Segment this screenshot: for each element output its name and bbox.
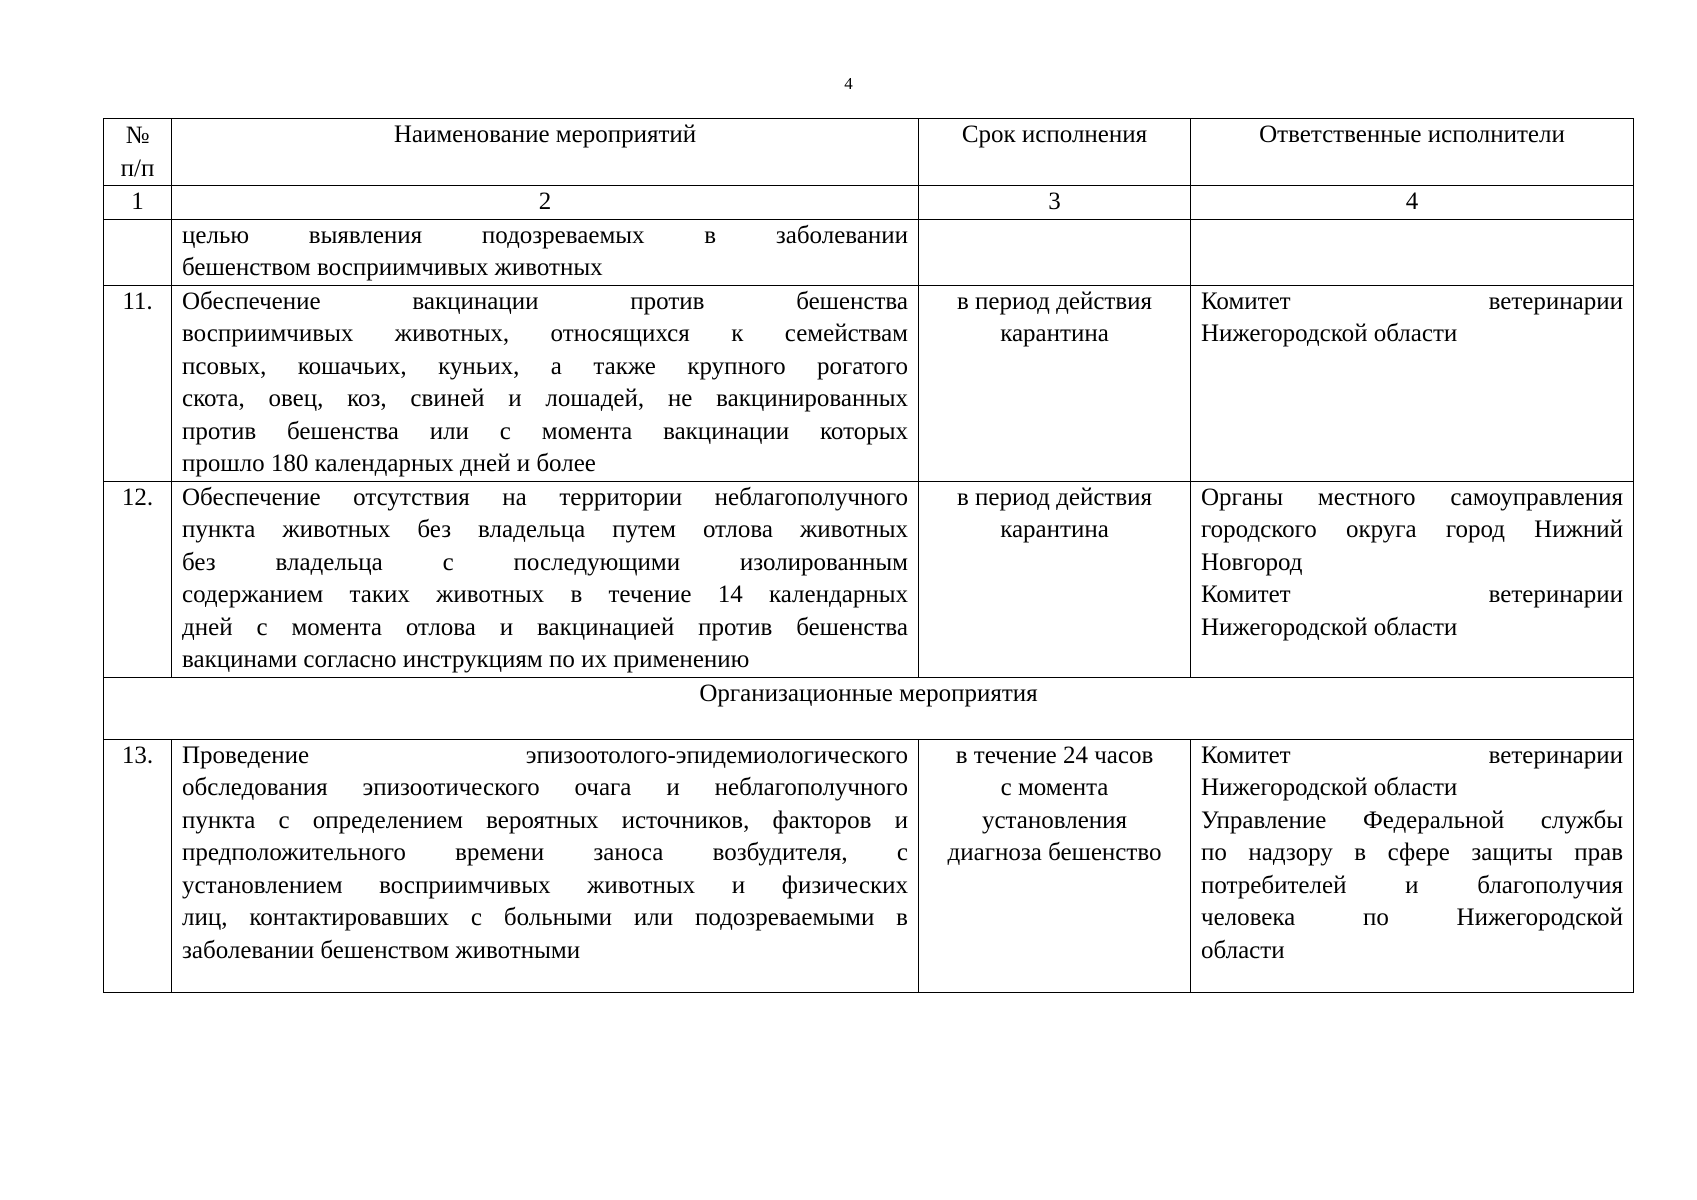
text-line: карантина [1000, 516, 1109, 543]
header-deadline: Срок исполнения [919, 119, 1191, 186]
table-row-continuation [104, 219, 1634, 285]
text-line: установления [981, 806, 1128, 834]
header-name: Наименование мероприятий [172, 119, 919, 186]
cell-num: 12. [104, 481, 172, 677]
cell-deadline-empty [919, 219, 1191, 285]
text-line: Комитет ветеринарии [1201, 287, 1623, 315]
text-line: скота, овец, коз, свиней и лошадей, не вакцинированных [182, 385, 908, 412]
text-line: прошло 180 календарных дней и более [182, 450, 596, 477]
text-line: без владельца с последующими изолированным [182, 548, 908, 576]
text-line: пункта с определением вероятных источников, факторов и [182, 806, 908, 834]
text-line: содержанием таких животных в течение 14 календарных [182, 581, 908, 608]
text-line: Комитет ветеринарии [1201, 581, 1623, 608]
text-line: обследования эпизоотического очага и неблагополучного [182, 774, 908, 801]
cell-num: 11. [104, 285, 172, 481]
header-responsible: Ответственные исполнители [1191, 119, 1634, 186]
cell-num-empty [104, 219, 172, 285]
cell-responsible [1191, 739, 1634, 992]
text-line: в период действия [956, 483, 1153, 511]
cell-num: 13. [104, 739, 172, 992]
text-line: потребителей и благополучия [1201, 871, 1623, 899]
text-line: Управление Федеральной службы [1201, 806, 1623, 834]
text-line: заболевании бешенством животными [182, 936, 581, 964]
measures-table [103, 118, 1634, 993]
cell-responsible [1191, 285, 1634, 481]
column-number-3: 3 [919, 186, 1191, 220]
cell-deadline [919, 739, 1191, 992]
text-line: Комитет ветеринарии [1201, 741, 1623, 769]
cell-name [172, 219, 919, 285]
cell-name [172, 285, 919, 481]
header-num [104, 119, 172, 186]
column-number-2: 2 [172, 186, 919, 220]
table-row-11 [104, 285, 1634, 481]
text-line: дней с момента отлова и вакцинацией против бешенства [182, 613, 908, 641]
cell-responsible [1191, 481, 1634, 677]
text-line: карантина [1000, 320, 1109, 347]
text-line: Новгород [1201, 548, 1303, 576]
header-num-line-1: № [125, 122, 150, 149]
text-line: Нижегородской области [1201, 613, 1458, 641]
cell-deadline [919, 481, 1191, 677]
section-title: Организационные мероприятия [104, 677, 1634, 739]
table-header-row [104, 119, 1634, 186]
text-line: целью выявления подозреваемых в заболевании [182, 221, 908, 249]
text-line: в период действия [956, 287, 1153, 315]
cell-deadline [919, 285, 1191, 481]
text-line: области [1201, 936, 1285, 964]
text-line: Органы местного самоуправления [1201, 483, 1623, 511]
text-line: установлением восприимчивых животных и физических [182, 871, 908, 899]
text-line: лиц, контактировавших с больными или подозреваемыми в [182, 904, 908, 931]
text-line: человека по Нижегородской [1201, 904, 1623, 931]
header-num-line-2: п/п [120, 154, 155, 182]
text-line: предположительного времени заноса возбудителя, с [182, 839, 908, 866]
text-line: с момента [1000, 774, 1109, 801]
text-line: против бешенства или с момента вакцинации которых [182, 417, 908, 445]
cell-name [172, 481, 919, 677]
column-number-4: 4 [1191, 186, 1634, 220]
text-line: Обеспечение отсутствия на территории неблагополучного [182, 483, 908, 511]
text-line: городского округа город Нижний [1201, 516, 1623, 543]
section-row [104, 677, 1634, 739]
text-line: в течение 24 часов [955, 741, 1154, 769]
text-line: Нижегородской области [1201, 774, 1458, 801]
text-line: псовых, кошачьих, куньих, а также крупного рогатого [182, 352, 908, 380]
text-line: Обеспечение вакцинации против бешенства [182, 287, 908, 315]
text-line: восприимчивых животных, относящихся к семействам [182, 320, 908, 347]
page-number: 4 [844, 74, 853, 93]
text-line: пункта животных без владельца путем отлова животных [182, 516, 908, 543]
text-line: бешенством восприимчивых животных [182, 254, 603, 281]
text-line: по надзору в сфере защиты прав [1201, 839, 1623, 866]
text-line: вакцинами согласно инструкциям по их применению [182, 646, 750, 673]
text-line: Проведение эпизоотолого-эпидемиологического [182, 741, 908, 769]
text-line: Нижегородской области [1201, 320, 1458, 347]
table-row-12 [104, 481, 1634, 677]
table-row-13 [104, 739, 1634, 992]
cell-responsible-empty [1191, 219, 1634, 285]
text-line: диагноза бешенство [947, 839, 1162, 866]
column-numbers-row [104, 186, 1634, 220]
column-number-1: 1 [104, 186, 172, 220]
cell-name [172, 739, 919, 992]
